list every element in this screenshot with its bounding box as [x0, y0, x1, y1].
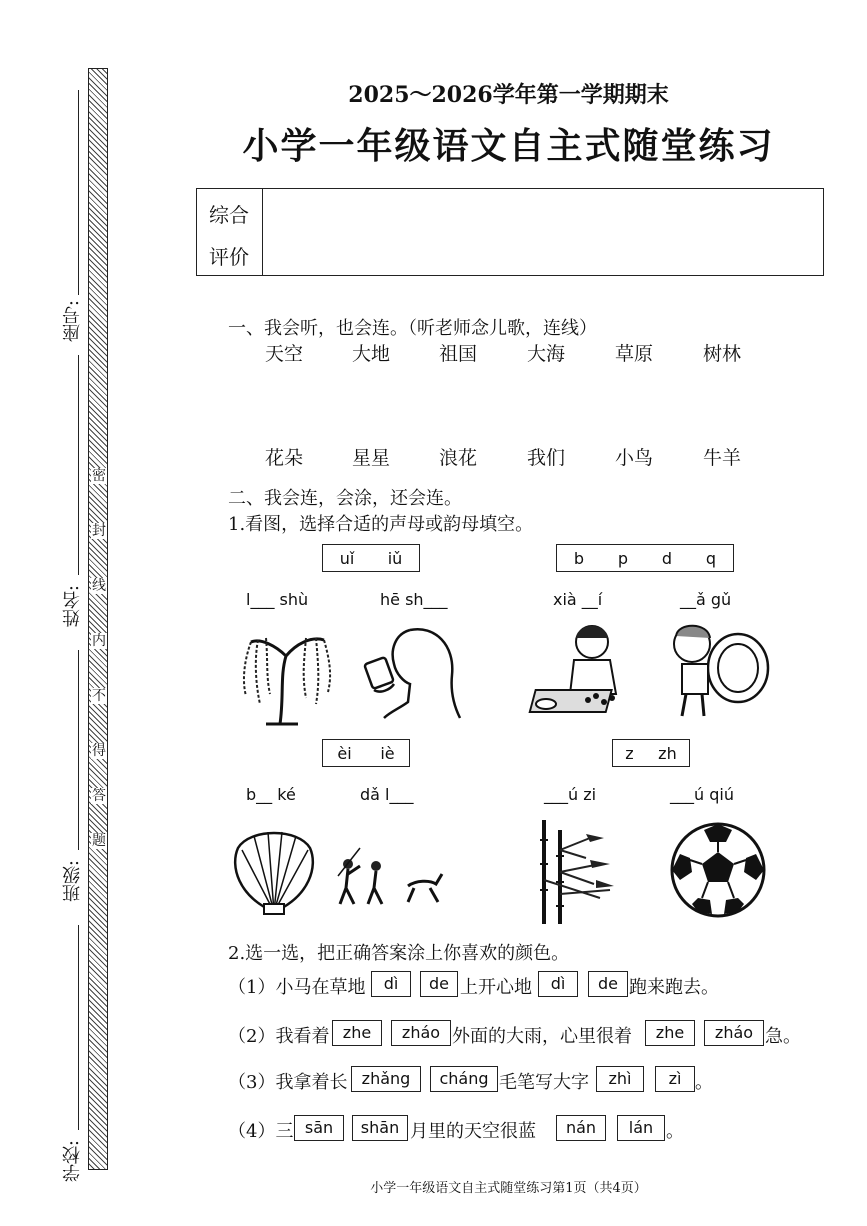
seal-char: 不 [92, 688, 106, 704]
answer-option[interactable]: lán [617, 1115, 665, 1141]
top-word[interactable]: 祖国 [438, 343, 477, 365]
boy-drum-illustration [664, 616, 772, 724]
option: zh [658, 743, 677, 763]
option: p [617, 548, 629, 568]
section1-heading: 一、我会听，也会连。（听老师念儿歌，连线） [228, 318, 597, 339]
sentence3-part3: 。 [695, 1072, 713, 1093]
answer-option[interactable]: zháo [391, 1020, 451, 1046]
class-line [78, 650, 79, 850]
sentence3-part1: （3）我拿着长 [228, 1072, 348, 1093]
bottom-word[interactable]: 浪花 [438, 447, 477, 469]
bottom-word[interactable]: 我们 [526, 447, 565, 469]
name-line [78, 355, 79, 575]
answer-option[interactable]: zhǎng [351, 1066, 421, 1092]
sentence4-part3: 。 [666, 1121, 684, 1142]
evaluation-label-cell [197, 189, 263, 275]
sentence4-part1: （4）三 [228, 1121, 294, 1142]
answer-option[interactable]: shān [352, 1115, 408, 1141]
option: d [661, 548, 673, 568]
class-label: 班级: [62, 860, 83, 903]
sentence2-part3: 急。 [765, 1026, 801, 1047]
blank-drum[interactable]: __ǎ gǔ [680, 590, 732, 609]
bottom-word[interactable]: 花朵 [264, 447, 303, 469]
bottom-word[interactable]: 星星 [351, 447, 390, 469]
eval-label-line1: 综合 [209, 203, 249, 227]
sentence4-part2: 月里的天空很蓝 [410, 1121, 536, 1142]
willow-tree-illustration [236, 616, 336, 726]
sentence1-part3: 跑来跑去。 [629, 977, 719, 998]
sentence3-part2: 毛笔写大字 [499, 1072, 589, 1093]
sentence2-part2: 外面的大雨，心里很着 [452, 1026, 632, 1047]
option: iè [380, 743, 395, 763]
seal-char: 答 [92, 788, 106, 804]
boy-chess-illustration [526, 614, 636, 722]
page-title: 小学一年级语文自主式随堂练习 [242, 125, 775, 167]
school-line [78, 925, 79, 1130]
option: q [705, 548, 717, 568]
seal-char: 线 [92, 578, 106, 594]
name-label: 姓名: [62, 585, 83, 628]
answer-option[interactable]: zhe [645, 1020, 695, 1046]
answer-option[interactable]: dì [538, 971, 578, 997]
seal-char: 题 [92, 833, 106, 849]
blank-football[interactable]: ___ú qiú [670, 785, 734, 804]
option: iǔ [387, 548, 403, 568]
seat-label: 座号: [62, 300, 83, 343]
top-word[interactable]: 大地 [351, 343, 390, 365]
girl-drinking-illustration [360, 620, 465, 720]
subquestion1-heading: 1.看图，选择合适的声母或韵母填空。 [228, 514, 534, 535]
blank-hunt[interactable]: dǎ l___ [360, 785, 414, 804]
football-illustration [668, 820, 768, 920]
page-footer: 小学一年级语文自主式随堂练习第1页（共4页） [370, 1181, 647, 1196]
subquestion2-heading: 2.选一选，把正确答案涂上你喜欢的颜色。 [228, 943, 570, 964]
blank-willow[interactable]: l___ shù [246, 590, 309, 609]
seal-char: 内 [92, 633, 106, 649]
blank-chess[interactable]: xià __í [553, 590, 603, 609]
top-word[interactable]: 草原 [614, 343, 653, 365]
answer-option[interactable]: sān [294, 1115, 344, 1141]
seal-char: 密 [92, 468, 106, 484]
seal-char: 得 [92, 743, 106, 759]
option: z [625, 743, 634, 763]
hunters-illustration [330, 846, 450, 906]
top-word[interactable]: 树林 [702, 343, 741, 365]
answer-option[interactable]: de [420, 971, 458, 997]
option: èi [337, 743, 352, 763]
bamboo-illustration [530, 820, 616, 926]
answer-option[interactable]: zháo [704, 1020, 764, 1046]
answer-option[interactable]: zhì [596, 1066, 644, 1092]
sentence1-part2: 上开心地 [460, 977, 532, 998]
bottom-word[interactable]: 小鸟 [614, 447, 653, 469]
top-word[interactable]: 大海 [526, 343, 565, 365]
answer-option[interactable]: nán [556, 1115, 606, 1141]
evaluation-box [196, 188, 824, 276]
section2-heading: 二、我会连，会涂，还会连。 [228, 488, 462, 509]
eval-label-line2: 评价 [209, 245, 249, 269]
answer-option[interactable]: zhe [332, 1020, 382, 1046]
term-title: 2025～2026学年第一学期期末 [348, 82, 669, 108]
option: uǐ [339, 548, 355, 568]
shell-illustration [228, 826, 320, 916]
blank-drink[interactable]: hē sh___ [380, 590, 448, 609]
seal-char: 封 [92, 523, 106, 539]
answer-option[interactable]: cháng [430, 1066, 498, 1092]
binding-strip [88, 68, 108, 1170]
school-label: 学校: [62, 1140, 83, 1183]
sentence1-part1: （1）小马在草地 [228, 977, 366, 998]
answer-option[interactable]: de [588, 971, 628, 997]
answer-option[interactable]: dì [371, 971, 411, 997]
option-box [322, 544, 420, 572]
blank-bamboo[interactable]: ___ú zi [544, 785, 597, 804]
option-box [556, 544, 734, 572]
option-box [612, 739, 690, 767]
answer-option[interactable]: zì [655, 1066, 695, 1092]
option: b [573, 548, 585, 568]
option-box [322, 739, 410, 767]
bottom-word[interactable]: 牛羊 [702, 447, 741, 469]
blank-shell[interactable]: b__ ké [246, 785, 296, 804]
top-word[interactable]: 天空 [264, 343, 303, 365]
sentence2-part1: （2）我看着 [228, 1026, 330, 1047]
